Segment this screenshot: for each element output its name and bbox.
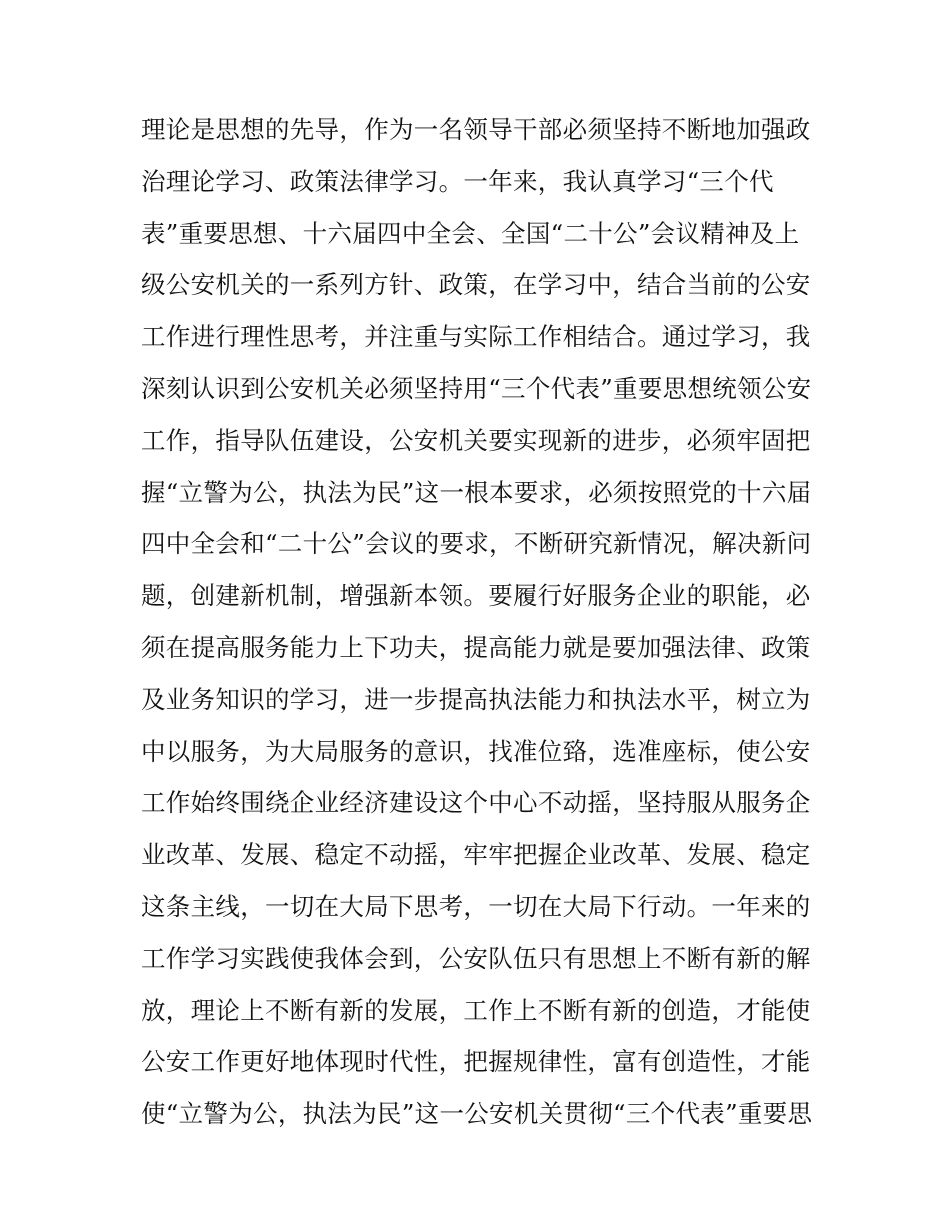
text-line: 工作学习实践使我体会到，公安队伍只有思想上不断有新的解 [141, 943, 811, 973]
text-line: 这条主线，一切在大局下思考，一切在大局下行动。一年来的 [141, 891, 811, 921]
text-line: 表”重要思想、十六届四中全会、全国“二十公”会议精神及上 [141, 218, 800, 248]
text-line: 使“立警为公，执法为民”这一公安机关贯彻“三个代表”重要思 [141, 1099, 813, 1129]
text-line: 级公安机关的一系列方针、政策，在学习中，结合当前的公安 [141, 270, 811, 300]
text-line: 四中全会和“二十公”会议的要求，不断研究新情况，解决新问 [141, 529, 812, 559]
text-line: 理论是思想的先导，作为一名领导干部必须坚持不断地加强政 [141, 115, 811, 144]
text-line: 工作进行理性思考，并注重与实际工作相结合。通过学习，我 [141, 322, 811, 352]
text-line: 握“立警为公，执法为民”这一根本要求，必须按照党的十六届 [141, 477, 812, 507]
text-line: 题，创建新机制，增强新本领。要履行好服务企业的职能，必 [141, 581, 811, 611]
text-line: 工作，指导队伍建设，公安机关要实现新的进步，必须牢固把 [141, 425, 811, 455]
text-line: 公安工作更好地体现时代性，把握规律性，富有创造性，才能 [141, 1047, 811, 1077]
text-line: 深刻认识到公安机关必须坚持用“三个代表”重要思想统领公安 [141, 373, 812, 403]
text-line: 工作始终围绕企业经济建设这个中心不动摇，坚持服从服务企 [141, 788, 811, 818]
body-paragraph [141, 104, 821, 1140]
text-line: 须在提高服务能力上下功夫，提高能力就是要加强法律、政策 [141, 632, 811, 662]
text-line: 放，理论上不断有新的发展，工作上不断有新的创造，才能使 [141, 995, 811, 1025]
text-line: 及业务知识的学习，进一步提高执法能力和执法水平，树立为 [141, 684, 811, 714]
text-line: 业改革、发展、稳定不动摇，牢牢把握企业改革、发展、稳定 [141, 840, 811, 870]
text-line: 中以服务，为大局服务的意识，找准位臵，选准座标，使公安 [141, 736, 811, 766]
text-line: 治理论学习、政策法律学习。一年来，我认真学习“三个代 [141, 166, 774, 196]
